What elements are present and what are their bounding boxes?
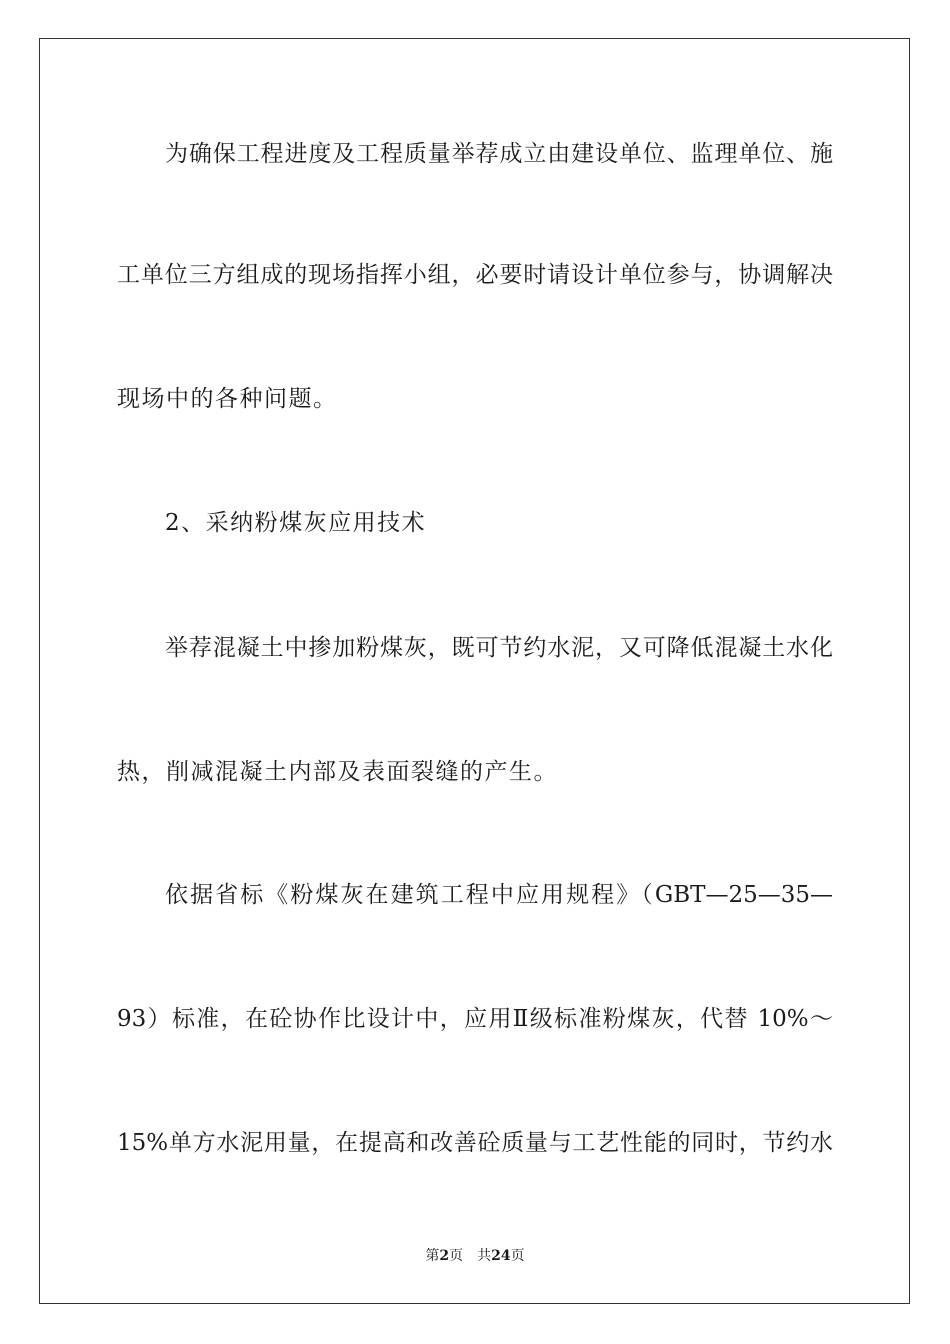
text-line-8: 93）标准，在砼协作比设计中，应用Ⅱ级标准粉煤灰，代替 10%～ — [117, 1006, 833, 1032]
text-line-6: 热，削减混凝土内部及表面裂缝的产生。 — [117, 759, 558, 785]
total-pages: 24 — [491, 1248, 511, 1264]
text-line-1: 为确保工程进度及工程质量举荐成立由建设单位、监理单位、施 — [165, 141, 833, 167]
text-line-5: 举荐混凝土中掺加粉煤灰，既可节约水泥，又可降低混凝土水化 — [165, 635, 833, 661]
text-line-9: 15%单方水泥用量，在提高和改善砼质量与工艺性能的同时，节约水 — [117, 1130, 833, 1156]
text-line-2: 工单位三方组成的现场指挥小组，必要时请设计单位参与，协调解决 — [117, 262, 833, 288]
page-footer — [0, 1246, 950, 1266]
section-heading: 2、采纳粉煤灰应用技术 — [165, 510, 427, 536]
total-prefix: 共 — [477, 1248, 492, 1264]
total-suffix: 页 — [510, 1248, 525, 1264]
text-line-3: 现场中的各种问题。 — [117, 386, 338, 412]
text-line-7: 依据省标《粉煤灰在建筑工程中应用规程》（GBT—25—35— — [165, 882, 833, 908]
page-border — [39, 38, 910, 1304]
page-prefix: 第 — [425, 1248, 440, 1264]
page-suffix: 页 — [449, 1248, 464, 1264]
page-number: 2 — [439, 1248, 450, 1264]
